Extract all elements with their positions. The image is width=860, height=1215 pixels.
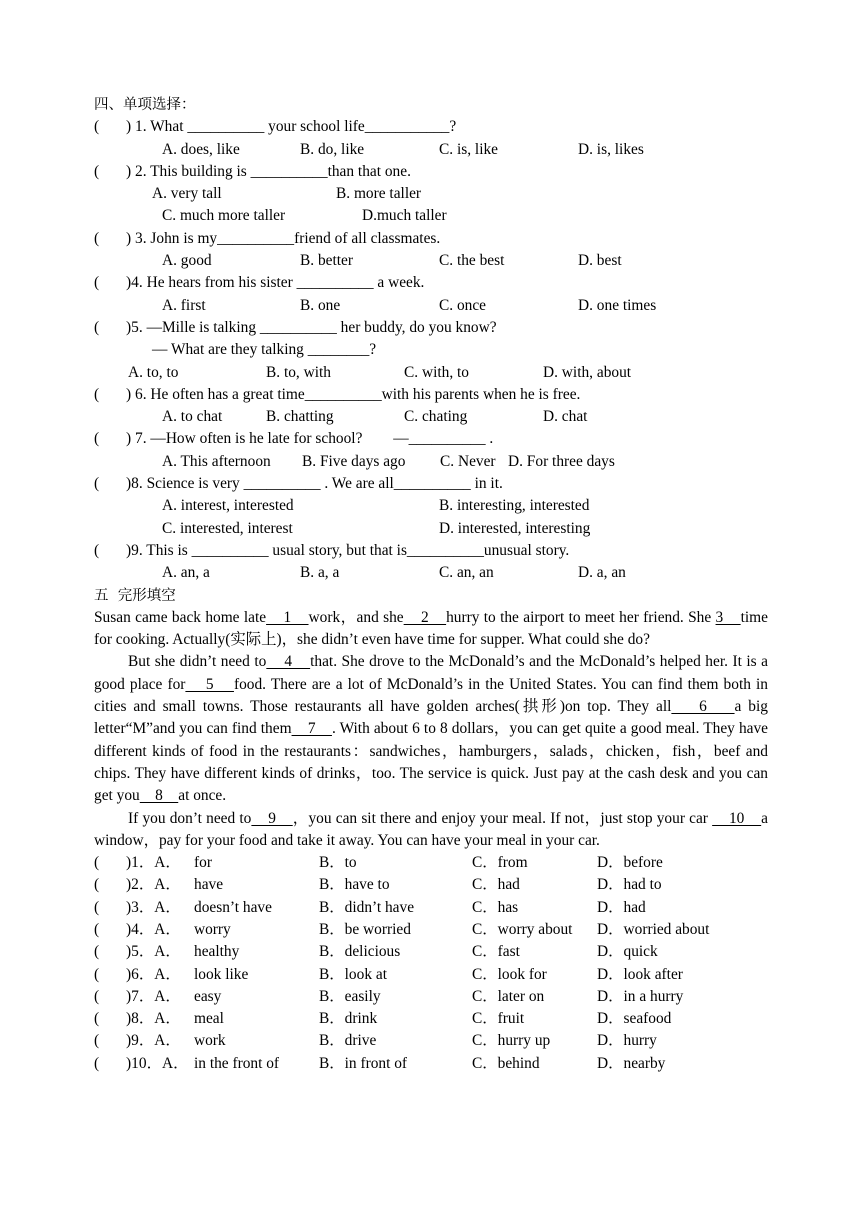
option-d: D．in a hurry bbox=[597, 987, 684, 1005]
text: hurry to the airport to meet her friend. She bbox=[446, 608, 716, 626]
option-a: worry bbox=[194, 920, 231, 938]
option-b: B．in front of bbox=[319, 1054, 408, 1072]
option-c: C. much more taller bbox=[162, 207, 286, 225]
answer-number: ( )7．A． bbox=[94, 987, 181, 1005]
option-c: C. is, like bbox=[439, 140, 498, 158]
option-b: B．drive bbox=[319, 1032, 377, 1050]
question-9-options bbox=[94, 562, 768, 584]
question-7-stem: ( ) 7. —How often is he late for school? —__________ . bbox=[94, 430, 494, 448]
answer-number: ( )8．A． bbox=[94, 1010, 181, 1028]
option-d: D. one times bbox=[578, 296, 657, 314]
text: Susan came back home late bbox=[94, 608, 267, 626]
option-c: C. the best bbox=[439, 252, 505, 270]
blank-1: 1 bbox=[266, 608, 309, 626]
option-b: B. a, a bbox=[300, 564, 340, 582]
option-a: have bbox=[194, 876, 224, 894]
question-3-options bbox=[94, 250, 768, 272]
question-1-options bbox=[94, 139, 768, 161]
question-5-reply: — What are they talking ________? bbox=[152, 341, 377, 359]
option-c: C．had bbox=[472, 876, 520, 894]
option-c: C．from bbox=[472, 854, 528, 872]
text: a window，pay for your food and take it away. You can have your meal in your car. bbox=[94, 809, 768, 849]
option-b: B. interesting, interested bbox=[439, 497, 590, 515]
question-8-options-row2 bbox=[94, 518, 768, 540]
section-4-heading: 四、单项选择： bbox=[94, 97, 196, 113]
question-7-options bbox=[94, 451, 768, 473]
question-2-options-row1 bbox=[94, 183, 768, 205]
answer-number: ( )3．A． bbox=[94, 898, 181, 916]
option-c: C．later on bbox=[472, 987, 545, 1005]
answer-number: ( )5．A． bbox=[94, 943, 181, 961]
option-b: B．have to bbox=[319, 876, 390, 894]
option-b: B. Five days ago bbox=[302, 452, 406, 470]
option-a: A. interest, interested bbox=[162, 497, 294, 515]
option-b: B．to bbox=[319, 854, 357, 872]
option-c: C．fruit bbox=[472, 1010, 525, 1028]
option-b: B．didn’t have bbox=[319, 898, 415, 916]
blank-10: 10 bbox=[712, 809, 762, 827]
blank-3: 3 bbox=[715, 608, 741, 626]
option-d: D. a, an bbox=[578, 564, 626, 582]
option-a: meal bbox=[194, 1010, 224, 1028]
option-b: B. more taller bbox=[336, 185, 422, 203]
option-c: C．fast bbox=[472, 943, 520, 961]
option-d: D．worried about bbox=[597, 920, 710, 938]
option-a: A. to, to bbox=[128, 363, 179, 381]
text: ，you can sit there and enjoy your meal. If not，just stop your car bbox=[292, 809, 713, 827]
question-6-options bbox=[94, 406, 768, 428]
cloze-answer-row bbox=[94, 941, 768, 963]
option-d: D. with, about bbox=[543, 363, 632, 381]
question-3-stem: ( ) 3. John is my__________friend of all classmates. bbox=[94, 229, 441, 247]
cloze-answer-row bbox=[94, 986, 768, 1008]
option-b: B．drink bbox=[319, 1010, 378, 1028]
blank-9: 9 bbox=[251, 809, 293, 827]
option-a: A. good bbox=[162, 252, 212, 270]
cloze-answer-row bbox=[94, 1053, 768, 1075]
option-d: D．seafood bbox=[597, 1010, 672, 1028]
worksheet-page bbox=[94, 94, 768, 1075]
option-d: D．quick bbox=[597, 943, 658, 961]
question-2-options-row2 bbox=[94, 205, 768, 227]
cloze-answer-row bbox=[94, 1030, 768, 1052]
option-d: D. is, likes bbox=[578, 140, 644, 158]
option-c: C．has bbox=[472, 898, 519, 916]
answer-number: ( )6．A． bbox=[94, 965, 181, 983]
option-d: D．nearby bbox=[597, 1054, 666, 1072]
option-a: A. first bbox=[162, 296, 206, 314]
text: work，and she bbox=[308, 608, 404, 626]
option-c: C. an, an bbox=[439, 564, 494, 582]
option-d: D．before bbox=[597, 854, 663, 872]
cloze-answer-row bbox=[94, 874, 768, 896]
option-c: C. chating bbox=[404, 408, 468, 426]
option-b: B. one bbox=[300, 296, 341, 314]
option-b: B．be worried bbox=[319, 920, 411, 938]
cloze-answer-row bbox=[94, 964, 768, 986]
option-d: D. chat bbox=[543, 408, 588, 426]
cloze-paragraph-2 bbox=[94, 651, 768, 807]
cloze-answer-row bbox=[94, 1008, 768, 1030]
blank-4: 4 bbox=[266, 653, 311, 671]
option-d: D.much taller bbox=[362, 207, 447, 225]
cloze-answer-row bbox=[94, 897, 768, 919]
cloze-paragraph-1 bbox=[94, 607, 768, 652]
option-a: A. This afternoon bbox=[162, 452, 271, 470]
option-a: A. to chat bbox=[162, 408, 223, 426]
option-b: B. chatting bbox=[266, 408, 334, 426]
question-4-stem: ( )4. He hears from his sister __________ a week. bbox=[94, 274, 425, 292]
text: . With about 6 to 8 dollars，you can get quite a good meal. They have different kinds of food in the restaurants：sandwiches，hamburgers，salads，chicken，fish，beef and chips. They have different kinds of drinks，too. The service is quick. Just pay at the cash desk and you can get you bbox=[94, 720, 768, 805]
option-b: B．easily bbox=[319, 987, 381, 1005]
option-a: A. does, like bbox=[162, 140, 240, 158]
question-6-stem: ( ) 6. He often has a great time__________with his parents when he is free. bbox=[94, 385, 581, 403]
option-b: B. do, like bbox=[300, 140, 365, 158]
option-c: C. Never bbox=[440, 452, 496, 470]
question-8-options-row1 bbox=[94, 495, 768, 517]
option-a: work bbox=[194, 1032, 226, 1050]
answer-number: ( )1．A． bbox=[94, 854, 181, 872]
text: a big letter“M”and you can find them bbox=[94, 698, 768, 738]
text: But she didn’t need to bbox=[128, 653, 267, 671]
option-c: C．worry about bbox=[472, 920, 573, 938]
blank-2: 2 bbox=[403, 608, 447, 626]
question-2-stem: ( ) 2. This building is __________than that one. bbox=[94, 162, 411, 180]
text: at once. bbox=[178, 787, 227, 805]
option-c: C. with, to bbox=[404, 363, 469, 381]
option-c: C. once bbox=[439, 296, 487, 314]
question-9-stem: ( )9. This is __________ usual story, but that is__________unusual story. bbox=[94, 541, 570, 559]
option-b: B．delicious bbox=[319, 943, 401, 961]
option-a: for bbox=[194, 854, 212, 872]
option-d: D. best bbox=[578, 252, 622, 270]
text: If you don’t need to bbox=[128, 809, 252, 827]
option-a: healthy bbox=[194, 943, 240, 961]
blank-6: 6 bbox=[671, 698, 735, 716]
option-c: C．look for bbox=[472, 965, 547, 983]
option-b: B．look at bbox=[319, 965, 387, 983]
text: time for cooking. Actually(实际上)，she didn’t even have time for supper. What could she do? bbox=[94, 608, 768, 649]
question-8-stem: ( )8. Science is very __________ . We are all__________ in it. bbox=[94, 475, 503, 493]
blank-5: 5 bbox=[185, 675, 234, 693]
option-b: B. better bbox=[300, 252, 353, 270]
option-a: look like bbox=[194, 965, 249, 983]
question-5-stem-2 bbox=[94, 339, 768, 361]
option-d: D. For three days bbox=[508, 452, 615, 470]
cloze-answer-row bbox=[94, 919, 768, 941]
text: food. There are a lot of McDonald’s in the United States. You can find them both in cities and small towns. Those restaurants all have golden arches(拱形)on top. They all bbox=[94, 675, 768, 716]
option-a: A. very tall bbox=[152, 185, 222, 203]
cloze-answer-options bbox=[94, 852, 768, 1075]
option-a: in the front of bbox=[194, 1054, 280, 1072]
option-a: A. an, a bbox=[162, 564, 210, 582]
cloze-paragraph-3 bbox=[94, 808, 768, 853]
question-4-options bbox=[94, 295, 768, 317]
option-c: C．behind bbox=[472, 1054, 540, 1072]
answer-number: ( )2．A． bbox=[94, 876, 181, 894]
option-d: D．look after bbox=[597, 965, 683, 983]
option-c: C．hurry up bbox=[472, 1032, 551, 1050]
option-a: doesn’t have bbox=[194, 898, 272, 916]
option-c: C. interested, interest bbox=[162, 519, 293, 537]
text: that. She drove to the McDonald’s and the McDonald’s helped her. It is a good place for bbox=[94, 653, 768, 693]
option-a: easy bbox=[194, 987, 222, 1005]
blank-7: 7 bbox=[291, 720, 332, 738]
section-5-heading: 五 完形填空 bbox=[94, 587, 176, 604]
answer-number: ( )9．A． bbox=[94, 1032, 181, 1050]
option-d: D．had to bbox=[597, 876, 662, 894]
cloze-answer-row bbox=[94, 852, 768, 874]
answer-number: ( )4．A． bbox=[94, 920, 181, 938]
question-5-stem: ( )5. —Mille is talking __________ her buddy, do you know? bbox=[94, 318, 497, 336]
question-5-options bbox=[94, 362, 768, 384]
blank-8: 8 bbox=[139, 787, 179, 805]
answer-number: ( )10．A． bbox=[94, 1054, 189, 1072]
option-d: D．hurry bbox=[597, 1032, 657, 1050]
option-d: D. interested, interesting bbox=[439, 519, 591, 537]
question-1-stem: ( ) 1. What __________ your school life___________? bbox=[94, 118, 457, 136]
option-d: D．had bbox=[597, 898, 646, 916]
option-b: B. to, with bbox=[266, 363, 331, 381]
